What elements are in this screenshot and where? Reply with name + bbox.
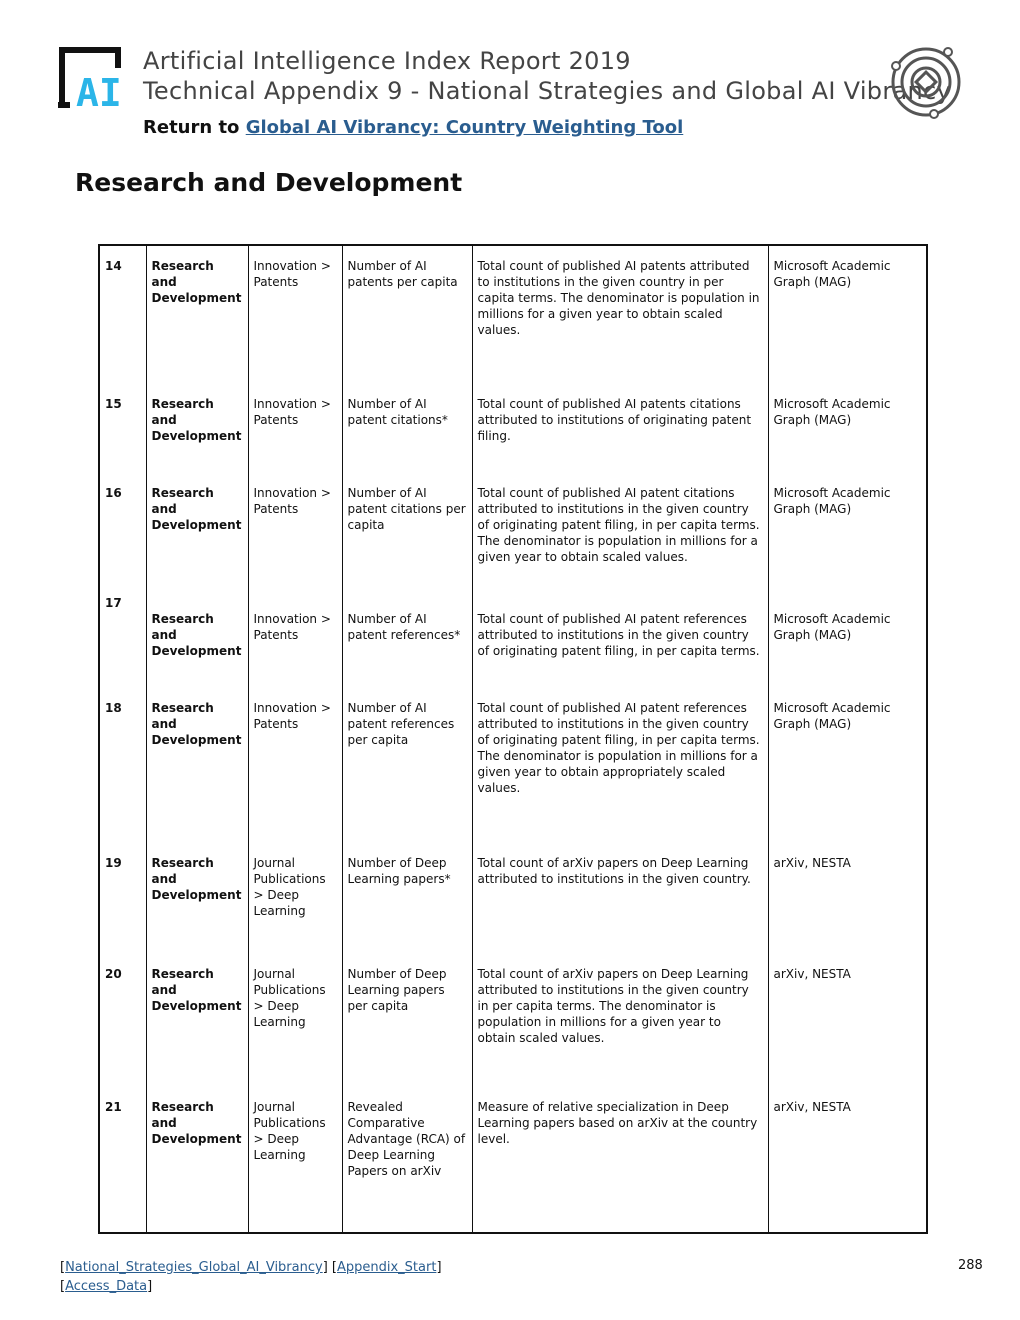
return-prefix: Return to: [143, 117, 240, 138]
report-title: Artificial Intelligence Index Report 2019: [143, 47, 631, 75]
row-subcategory: Innovation > Patents: [248, 485, 342, 596]
row-category: [146, 595, 248, 611]
row-description: Total count of published AI patents attributed to institutions in the given country in per capita terms. The denominator is population in millions for a given year to obtain scaled values.: [472, 245, 768, 396]
row-number: 16: [105, 485, 122, 500]
row-metric: Number of AI patents per capita: [342, 245, 472, 396]
row-metric: Number of AI patent references*: [342, 611, 472, 700]
row-subcategory: Innovation > Patents: [248, 396, 342, 485]
row-subcategory: Innovation > Patents: [248, 245, 342, 396]
row-subcategory: Innovation > Patents: [248, 611, 342, 700]
row-description: Total count of published AI patent references attributed to institutions in the given country of originating patent filing, in per capita terms. The denominator is population in millions for a given year to obtain appropriately scaled values.: [472, 700, 768, 855]
table-row: [99, 595, 927, 611]
section-title: Research and Development: [75, 168, 463, 197]
ai-index-logo: [58, 46, 130, 110]
row-category: Research and Development: [146, 485, 248, 596]
table-row: [99, 611, 927, 700]
table-filler-row: [99, 1232, 927, 1233]
row-subcategory: Innovation > Patents: [248, 700, 342, 855]
appendix-start-link[interactable]: Appendix_Start: [336, 1260, 437, 1275]
row-subcategory: Journal Publications > Deep Learning: [248, 1099, 342, 1232]
row-metric: Revealed Comparative Advantage (RCA) of Deep Learning Papers on arXiv: [342, 1099, 472, 1232]
table-row: [99, 1099, 927, 1232]
row-source: arXiv, NESTA: [768, 1099, 927, 1232]
logo-text: AI: [76, 71, 122, 110]
row-metric: Number of AI patent citations per capita: [342, 485, 472, 596]
indicator-table: [98, 244, 928, 1234]
row-subcategory: Journal Publications > Deep Learning: [248, 966, 342, 1099]
row-category: Research and Development: [146, 245, 248, 396]
table-row: [99, 485, 927, 596]
row-description: Total count of published AI patents citations attributed to institutions of originating patent filing.: [472, 396, 768, 485]
row-metric: Number of AI patent references per capita: [342, 700, 472, 855]
return-line: [143, 117, 683, 138]
row-number: 18: [105, 700, 122, 715]
row-description: [472, 595, 768, 611]
table-row: [99, 245, 927, 396]
row-source: [768, 595, 927, 611]
row-number: 15: [105, 396, 122, 411]
row-category: Research and Development: [146, 855, 248, 966]
row-subcategory: [248, 595, 342, 611]
row-number: 21: [105, 1099, 122, 1114]
row-number: 14: [105, 259, 122, 273]
table-row: [99, 700, 927, 855]
row-subcategory: Journal Publications > Deep Learning: [248, 855, 342, 966]
footer-links: [National_Strategies_Global_AI_Vibrancy] [Appendix_Start] [Access_Data]: [60, 1260, 442, 1294]
row-source: Microsoft Academic Graph (MAG): [768, 611, 927, 700]
report-subtitle: Technical Appendix 9 - National Strategies and Global AI Vibrancy: [143, 77, 952, 105]
row-category: Research and Development: [146, 396, 248, 485]
row-number: 20: [105, 966, 122, 981]
row-category: Research and Development: [146, 1099, 248, 1232]
access-data-link[interactable]: Access_Data: [65, 1279, 148, 1294]
row-metric: Number of Deep Learning papers*: [342, 855, 472, 966]
row-number: 17: [105, 596, 122, 611]
row-number: 19: [105, 855, 122, 870]
row-source: arXiv, NESTA: [768, 855, 927, 966]
row-metric: Number of Deep Learning papers per capita: [342, 966, 472, 1099]
row-description: Total count of arXiv papers on Deep Learning attributed to institutions in the given country.: [472, 855, 768, 966]
row-metric: Number of AI patent citations*: [342, 396, 472, 485]
weighting-tool-link[interactable]: Global AI Vibrancy: Country Weighting Tool: [245, 117, 684, 138]
row-description: Total count of published AI patent references attributed to institutions in the given country of originating patent filing, in per capita terms.: [472, 611, 768, 700]
row-metric: [342, 595, 472, 611]
row-source: Microsoft Academic Graph (MAG): [768, 396, 927, 485]
table-row: [99, 966, 927, 1099]
row-source: Microsoft Academic Graph (MAG): [768, 245, 927, 396]
row-number: [99, 611, 146, 700]
row-category: Research and Development: [146, 611, 248, 700]
national-strategies-link[interactable]: National_Strategies_Global_AI_Vibrancy: [65, 1260, 323, 1275]
row-description: Measure of relative specialization in Deep Learning papers based on arXiv at the country level.: [472, 1099, 768, 1232]
table-row: [99, 855, 927, 966]
row-description: Total count of published AI patent citations attributed to institutions in the given country of originating patent filing, in per capita terms. The denominator is population in millions for a given year to obtain scaled values.: [472, 485, 768, 596]
row-category: Research and Development: [146, 966, 248, 1099]
row-category: Research and Development: [146, 700, 248, 855]
page-number: 288: [958, 1258, 983, 1273]
row-source: Microsoft Academic Graph (MAG): [768, 485, 927, 596]
row-description: Total count of arXiv papers on Deep Learning attributed to institutions in the given country in per capita terms. The denominator is population in millions for a given year to obtain scaled values.: [472, 966, 768, 1099]
row-source: arXiv, NESTA: [768, 966, 927, 1099]
table-row: [99, 396, 927, 485]
row-source: Microsoft Academic Graph (MAG): [768, 700, 927, 855]
orbit-emblem-icon: [888, 44, 964, 120]
